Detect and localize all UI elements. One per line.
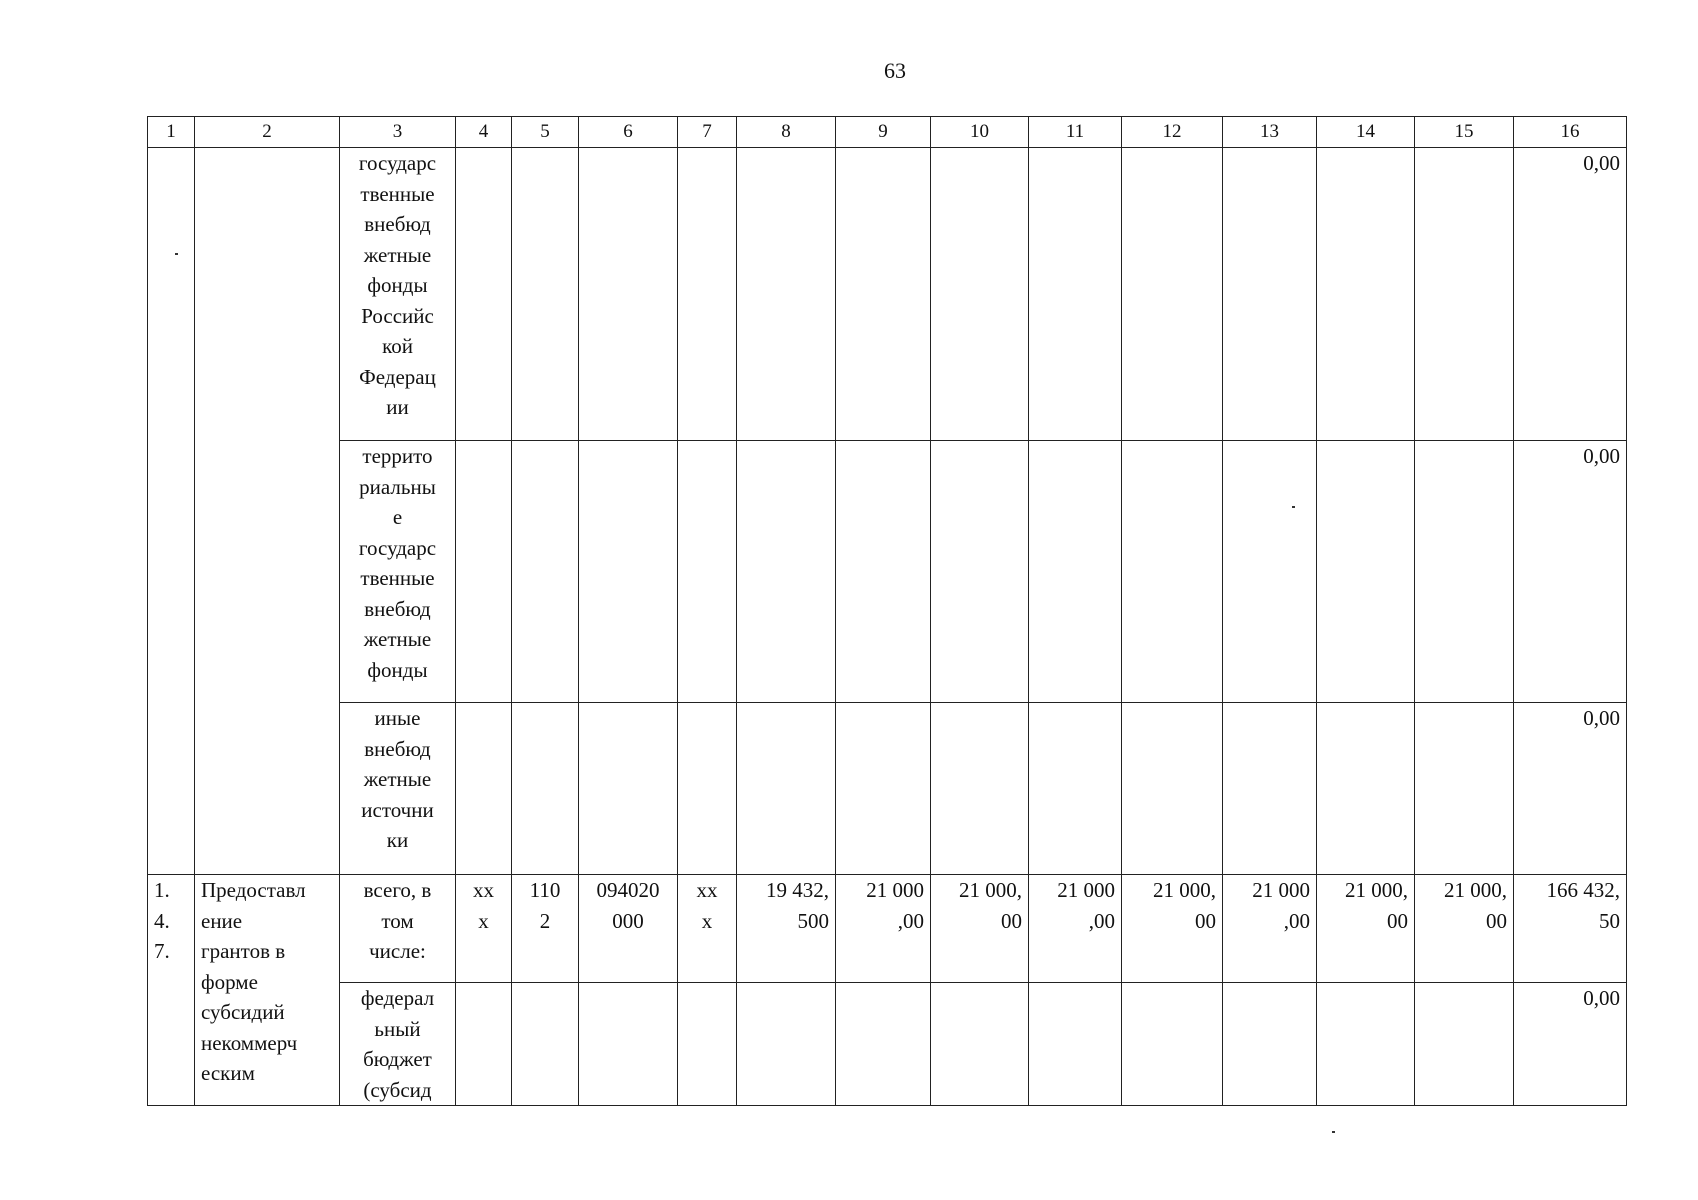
- table-cell: [1029, 703, 1122, 875]
- header-cell: 10: [931, 117, 1029, 148]
- budget-table: [147, 116, 1627, 1106]
- row-number-cell: 1. 4. 7.: [148, 875, 195, 1106]
- table-cell: [1223, 983, 1317, 1106]
- table-cell: [1029, 441, 1122, 703]
- table-cell: [1122, 703, 1223, 875]
- table-cell: [737, 983, 836, 1106]
- table-cell: [1415, 983, 1514, 1106]
- table-cell: [1029, 983, 1122, 1106]
- table-cell: [836, 703, 931, 875]
- header-cell: 8: [737, 117, 836, 148]
- amount-cell: 19 432, 500: [737, 875, 836, 983]
- table-cell: [836, 983, 931, 1106]
- header-cell: 3: [340, 117, 456, 148]
- table-cell: [931, 441, 1029, 703]
- total-cell: 0,00: [1514, 983, 1627, 1106]
- table-cell: [931, 148, 1029, 441]
- page-number: 63: [884, 58, 906, 83]
- code-cell: 110 2: [512, 875, 579, 983]
- table-cell: [579, 148, 678, 441]
- funding-source-cell: всего, в том числе:: [340, 875, 456, 983]
- table-cell: [678, 703, 737, 875]
- table-cell: [678, 148, 737, 441]
- header-cell: 11: [1029, 117, 1122, 148]
- table-cell: [1415, 441, 1514, 703]
- header-cell: 5: [512, 117, 579, 148]
- funding-source-cell: федерал ьный бюджет (субсид: [340, 983, 456, 1106]
- table-cell: [456, 703, 512, 875]
- item-name-cell: [195, 148, 340, 875]
- code-cell: хх х: [456, 875, 512, 983]
- total-cell: 0,00: [1514, 148, 1627, 441]
- header-cell: 6: [579, 117, 678, 148]
- header-cell: 4: [456, 117, 512, 148]
- code-cell: 094020 000: [579, 875, 678, 983]
- amount-cell: 21 000, 00: [1317, 875, 1415, 983]
- amount-cell: 21 000 ,00: [836, 875, 931, 983]
- table-row: [148, 148, 1627, 441]
- amount-cell: 21 000, 00: [1415, 875, 1514, 983]
- header-cell: 2: [195, 117, 340, 148]
- item-name-cell: Предоставл ение грантов в форме субсидий некоммерч еским: [195, 875, 340, 1106]
- table-cell: [737, 703, 836, 875]
- table-cell: [1317, 441, 1415, 703]
- funding-source-cell: иные внебюд жетные источни ки: [340, 703, 456, 875]
- scan-speck: [1292, 506, 1295, 508]
- table-cell: [1223, 148, 1317, 441]
- table-cell: [836, 148, 931, 441]
- amount-cell: 21 000 ,00: [1029, 875, 1122, 983]
- total-cell: 0,00: [1514, 703, 1627, 875]
- table-cell: [456, 441, 512, 703]
- table-row: [148, 983, 1627, 1106]
- header-cell: 16: [1514, 117, 1627, 148]
- table-cell: [1317, 148, 1415, 441]
- header-cell: 7: [678, 117, 737, 148]
- table-cell: [931, 703, 1029, 875]
- table-cell: [456, 148, 512, 441]
- table-cell: [512, 441, 579, 703]
- table-cell: [678, 983, 737, 1106]
- header-row: [148, 117, 1627, 148]
- row-number-cell: [148, 148, 195, 875]
- total-cell: 0,00: [1514, 441, 1627, 703]
- table-cell: [678, 441, 737, 703]
- table-cell: [737, 441, 836, 703]
- table-cell: [579, 983, 678, 1106]
- header-cell: 9: [836, 117, 931, 148]
- amount-cell: 21 000, 00: [1122, 875, 1223, 983]
- table-row: [148, 441, 1627, 703]
- table-cell: [1122, 983, 1223, 1106]
- table-cell: [579, 703, 678, 875]
- table-cell: [1122, 441, 1223, 703]
- total-cell: 166 432, 50: [1514, 875, 1627, 983]
- table-cell: [1223, 703, 1317, 875]
- table-row: [148, 875, 1627, 983]
- scan-speck: [1332, 1131, 1335, 1133]
- code-cell: хх х: [678, 875, 737, 983]
- table-row: [148, 703, 1627, 875]
- header-cell: 15: [1415, 117, 1514, 148]
- table-cell: [1317, 983, 1415, 1106]
- table-cell: [456, 983, 512, 1106]
- table-cell: [1415, 703, 1514, 875]
- funding-source-cell: террито риальны е государс твенные внебюд жетные фонды: [340, 441, 456, 703]
- table-cell: [1223, 441, 1317, 703]
- header-cell: 12: [1122, 117, 1223, 148]
- table-cell: [1415, 148, 1514, 441]
- amount-cell: 21 000, 00: [931, 875, 1029, 983]
- funding-source-cell: государс твенные внебюд жетные фонды Российс кой Федерац ии: [340, 148, 456, 441]
- scan-speck: [175, 253, 178, 255]
- table-cell: [1029, 148, 1122, 441]
- header-cell: 14: [1317, 117, 1415, 148]
- header-cell: 1: [148, 117, 195, 148]
- table-cell: [1317, 703, 1415, 875]
- table-cell: [1122, 148, 1223, 441]
- table-cell: [512, 148, 579, 441]
- table-cell: [512, 703, 579, 875]
- table-cell: [836, 441, 931, 703]
- table-cell: [512, 983, 579, 1106]
- amount-cell: 21 000 ,00: [1223, 875, 1317, 983]
- table-cell: [931, 983, 1029, 1106]
- table-cell: [579, 441, 678, 703]
- table-cell: [737, 148, 836, 441]
- header-cell: 13: [1223, 117, 1317, 148]
